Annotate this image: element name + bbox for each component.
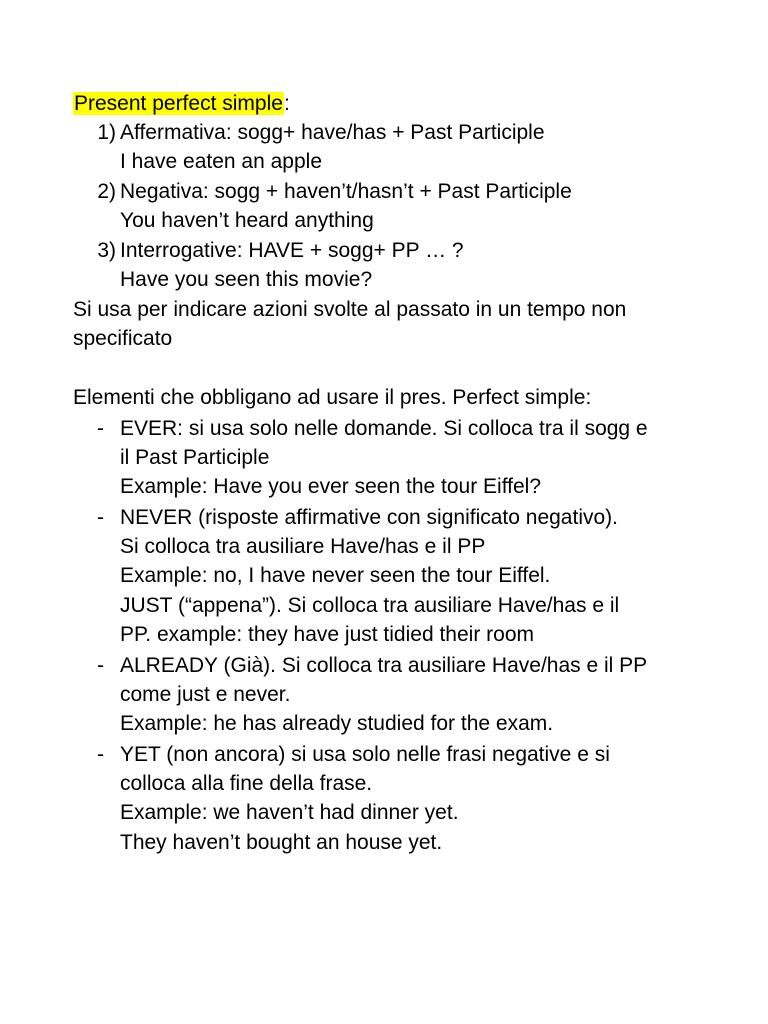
bullet-example: They haven’t bought an house yet. [120, 831, 443, 854]
bullet-example: Example: no, I have never seen the tour Eiffel. [120, 564, 551, 587]
bullet-line: NEVER (risposte affirmative con significato negativo). [120, 506, 618, 529]
bullet-line: come just e never. [120, 683, 291, 706]
list-item-example: I have eaten an apple [120, 150, 323, 173]
bullet-line: il Past Participle [120, 446, 270, 469]
bullet-line: JUST (“appena”). Si colloca tra ausiliare Have/has e il [120, 594, 620, 617]
bullet-example: Example: he has already studied for the exam. [120, 712, 554, 735]
list-item-line: Affermativa: sogg+ have/has + Past Participle [120, 121, 545, 144]
bullet-dash: - [97, 417, 104, 440]
list-number: 3) [97, 239, 116, 262]
list-item-line: Negativa: sogg + haven’t/hasn’t + Past Participle [120, 180, 572, 203]
list-item-example: You haven’t heard anything [120, 209, 374, 232]
list-number: 2) [97, 180, 116, 203]
bullet-line: YET (non ancora) si usa solo nelle frasi negative e si [120, 743, 610, 766]
bullet-line: colloca alla fine della frase. [120, 772, 373, 795]
bullet-dash: - [97, 654, 104, 677]
bullet-dash: - [97, 506, 104, 529]
title-highlight: Present perfect simple [74, 92, 283, 115]
bullet-line: ALREADY (Già). Si colloca tra ausiliare Have/has e il PP [120, 654, 648, 677]
title-colon: : [283, 92, 290, 115]
elements-heading: Elementi che obbligano ad usare il pres. Perfect simple: [73, 386, 592, 409]
bullet-line: EVER: si usa solo nelle domande. Si colloca tra il sogg e [120, 417, 648, 440]
bullet-line: PP. example: they have just tidied their room [120, 623, 535, 646]
bullet-dash: - [97, 743, 104, 766]
list-number: 1) [97, 121, 116, 144]
usage-text-line: Si usa per indicare azioni svolte al passato in un tempo non [73, 298, 627, 321]
bullet-line: Si colloca tra ausiliare Have/has e il PP [120, 535, 486, 558]
bullet-example: Example: Have you ever seen the tour Eiffel? [120, 475, 542, 498]
bullet-example: Example: we haven’t had dinner yet. [120, 801, 459, 824]
usage-text-line: specificato [73, 327, 173, 350]
list-item-line: Interrogative: HAVE + sogg+ PP … ? [120, 239, 464, 262]
document-title [73, 89, 290, 118]
list-item-example: Have you seen this movie? [120, 268, 373, 291]
